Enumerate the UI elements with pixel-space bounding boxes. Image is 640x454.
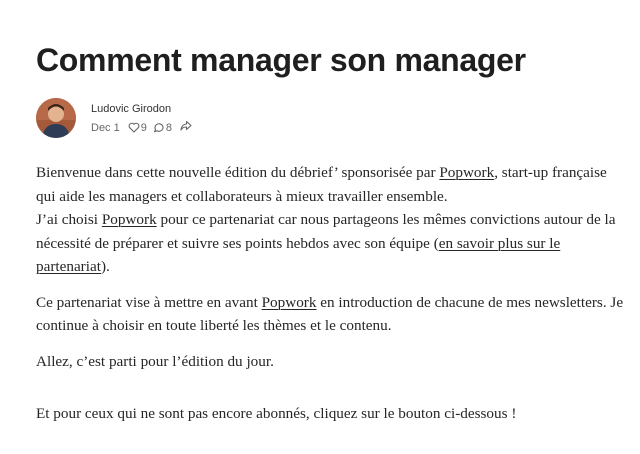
paragraph-subscribe: Et pour ceux qui ne sont pas encore abonnés, cliquez sur le bouton ci-dessous ! bbox=[36, 405, 517, 422]
post-body bbox=[36, 161, 626, 426]
comment-icon bbox=[153, 122, 166, 133]
paragraph-start: Allez, c’est parti pour l’édition du jour. bbox=[36, 352, 274, 370]
popwork-link[interactable]: Popwork bbox=[101, 211, 157, 228]
text-span: J’ai choisi bbox=[36, 211, 102, 228]
meta-row bbox=[91, 120, 192, 136]
author-name[interactable]: Ludovic Girodon bbox=[91, 102, 172, 115]
text-span: Ce partenariat vise à mettre en avant bbox=[36, 293, 262, 311]
text-span: pour ce partenariat car nous partageons les mêmes convictions autour de la nécessité de préparer et suivre ses points hebdos avec son équipe ( bbox=[36, 211, 616, 252]
text-span: en introduction de chacune de mes newsletters. Je continue à choisir en toute liberté les thèmes et le contenu. bbox=[36, 293, 624, 334]
share-arrow-icon bbox=[180, 120, 192, 136]
popwork-link[interactable]: Popwork bbox=[261, 293, 317, 311]
like-button[interactable] bbox=[128, 120, 147, 136]
author-avatar[interactable] bbox=[36, 98, 76, 138]
post-title: Comment manager son manager bbox=[36, 42, 526, 78]
share-button[interactable] bbox=[180, 120, 192, 136]
paragraph-partnership bbox=[36, 291, 626, 338]
text-span: Bienvenue dans cette nouvelle édition du débrief’ sponsorisée par bbox=[36, 164, 440, 181]
post-date: Dec 1 bbox=[91, 121, 120, 134]
like-count: 9 bbox=[140, 121, 147, 134]
popwork-link[interactable]: Popwork bbox=[439, 164, 495, 181]
byline bbox=[36, 98, 192, 138]
heart-icon bbox=[128, 122, 141, 133]
paragraph-intro bbox=[36, 161, 626, 279]
text-span: , start-up française qui aide les managers et collaborateurs à mieux travailler ensemble. bbox=[36, 164, 607, 205]
comment-count: 8 bbox=[165, 121, 172, 134]
text-span: ). bbox=[100, 258, 110, 275]
partnership-info-link[interactable]: en savoir plus sur le partenariat bbox=[36, 234, 561, 275]
comment-button[interactable] bbox=[153, 120, 172, 136]
post-meta bbox=[91, 101, 192, 136]
